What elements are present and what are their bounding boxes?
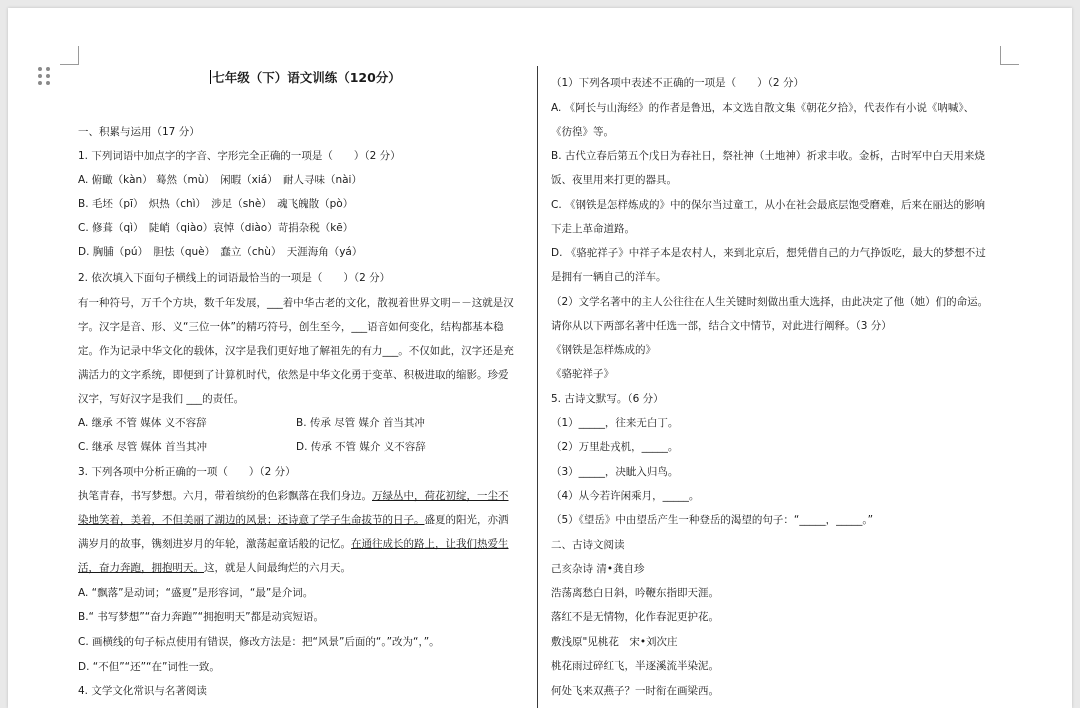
q4-1-line: 下走上革命道路。 xyxy=(551,223,635,235)
q1-option-b: B. 毛坯（pī） 炽热（chì） 涉足（shè） 魂飞魄散（pò） xyxy=(78,198,354,210)
q2-option-b: B. 传承 尽管 媒介 首当其冲 xyxy=(296,417,425,429)
q1-option-c: C. 修葺（qì） 陡峭（qiào）哀悼（diào）苛捐杂税（kē） xyxy=(78,222,354,234)
q3-passage-line: 执笔青春，书写梦想。六月，带着缤纷的色彩飘落在我们身边。万绿丛中，荷花初绽，一尘不 xyxy=(78,490,509,502)
q3-passage-line: 满岁月的故事，镌刻进岁月的年轮，激荡起童话般的记忆。在通往成长的路上，让我们热爱生 xyxy=(78,538,509,550)
q2-passage-line: 定。作为记录中华文化的载体，汉字是我们更好地了解祖先的有力___。不仅如此，汉字还是充 xyxy=(78,345,514,357)
q3-option-b: B.“ 书写梦想”“奋力奔跑”“拥抱明天”都是动宾短语。 xyxy=(78,611,325,623)
question-4-2: （2）文学名著中的主人公往往在人生关键时刻做出重大选择，由此决定了他（她）们的命运。 xyxy=(551,296,989,308)
q3-option-a: A. “飘落”是动词；“盛夏”是形容词，“最”是介词。 xyxy=(78,587,314,599)
document-page xyxy=(8,8,1072,708)
poem-line: 何处飞来双燕子？一时衔在画梁西。 xyxy=(551,685,719,697)
q5-item: （1）_____，往来无白丁。 xyxy=(551,417,679,429)
underlined-sentence: 活，奋力奔跑，拥抱明天。 xyxy=(78,562,204,574)
q4-1-line: B. 古代立春后第五个戊日为春社日，祭社神（土地神）祈求丰收。金柝，古时军中白天用来烧 xyxy=(551,150,985,162)
q4-1-line: 是拥有一辆自己的洋车。 xyxy=(551,271,667,283)
q4-1-line: 《彷徨》等。 xyxy=(551,126,614,138)
crop-mark-top-left xyxy=(60,46,79,65)
poem-title: 敷浅原"见桃花 宋•刘次庄 xyxy=(551,636,678,648)
q2-passage-line: 汉字，写好汉字是我们 ___的责任。 xyxy=(78,393,245,405)
drag-handle-icon[interactable] xyxy=(38,67,52,85)
question-1: 1. 下列词语中加点字的字音、字形完全正确的一项是（ ）（2 分） xyxy=(78,150,401,162)
q5-item: （2）万里赴戎机，_____。 xyxy=(551,441,679,453)
q2-option-c: C. 继承 尽管 媒体 首当其冲 xyxy=(78,441,208,453)
q2-option-d: D. 传承 不管 媒介 义不容辞 xyxy=(296,441,426,453)
poem-line: 浩荡离愁白日斜，吟鞭东指即天涯。 xyxy=(551,587,719,599)
question-4-1: （1）下列各项中表述不正确的一项是（ ）（2 分） xyxy=(551,77,804,89)
poem-title: 己亥杂诗 清•龚自珍 xyxy=(551,563,645,575)
underlined-sentence: 万绿丛中，荷花初绽，一尘不 xyxy=(372,490,509,502)
q5-item: （4）从今若许闲乘月，_____。 xyxy=(551,490,700,502)
q5-item: （5）《望岳》中由望岳产生一种登岳的渴望的句子：“_____，_____。” xyxy=(551,514,874,526)
q5-item: （3）_____，决眦入归鸟。 xyxy=(551,466,679,478)
book-title: 《骆驼祥子》 xyxy=(551,368,614,380)
q4-1-line: A. 《阿长与山海经》的作者是鲁迅，本文选自散文集《朝花夕拾》，代表作有小说《呐喊》、 xyxy=(551,102,975,114)
poem-line: 落红不是无情物，化作春泥更护花。 xyxy=(551,611,719,623)
q3-option-c: C. 画横线的句子标点使用有错误，修改方法是：把“风景”后面的“。”改为“，”。 xyxy=(78,636,440,648)
underlined-sentence: 染地笑着，美着，不但美丽了湖边的风景；还诗意了学子生命拔节的日子。 xyxy=(78,514,425,526)
q4-1-line: D. 《骆驼祥子》中祥子本是农村人，来到北京后，想凭借自己的力气挣饭吃，最大的梦想不过 xyxy=(551,247,986,259)
q1-option-d: D. 胸脯（pú） 胆怯（què） 蠢立（chù） 天涯海角（yá） xyxy=(78,246,363,258)
question-5: 5. 古诗文默写。（6 分） xyxy=(551,393,664,405)
q4-1-line: 饭、夜里用来打更的器具。 xyxy=(551,174,677,186)
q1-option-a: A. 俯瞰（kàn） 蓦然（mù） 闲暇（xiá） 耐人寻味（nài） xyxy=(78,174,362,186)
crop-mark-top-right xyxy=(1000,46,1019,65)
book-title: 《钢铁是怎样炼成的》 xyxy=(551,344,656,356)
q3-option-d: D. “不但”“还”“在”词性一致。 xyxy=(78,661,220,673)
section-heading: 一、积累与运用（17 分） xyxy=(78,126,200,138)
question-4: 4. 文学文化常识与名著阅读 xyxy=(78,685,207,697)
underlined-sentence: 在通往成长的路上，让我们热爱生 xyxy=(351,538,509,550)
question-3: 3. 下列各项中分析正确的一项（ ）（2 分） xyxy=(78,466,296,478)
q2-passage-line: 满活力的文字系统，即便到了计算机时代，依然是中华文化勇于变革、积极进取的缩影。珍爱 xyxy=(78,369,509,381)
q2-passage-line: 有一种符号，万千个方块，数千年发展，___着中华古老的文化，散视着世界文明－－这就是汉 xyxy=(78,297,514,309)
question-4-2: 请你从以下两部名著中任选一部，结合文中情节，对此进行阐释。（3 分） xyxy=(551,320,892,332)
page-title[interactable]: 七年级（下）语文训练（120分） xyxy=(212,70,401,85)
q2-options-row xyxy=(78,441,533,454)
question-2: 2. 依次填入下面句子横线上的词语最恰当的一项是（ ）（2 分） xyxy=(78,272,391,284)
q2-options-row xyxy=(78,417,533,430)
q4-1-line: C. 《钢铁是怎样炼成的》中的保尔当过童工，从小在社会最底层饱受磨难，后来在丽达的影响 xyxy=(551,199,986,211)
q3-passage-line: 染地笑着，美着，不但美丽了湖边的风景；还诗意了学子生命拔节的日子。盛夏的阳光，亦洒 xyxy=(78,514,509,526)
poem-line: 桃花雨过碎红飞，半逐溪流半染泥。 xyxy=(551,660,719,672)
q2-passage-line: 字。汉字是音、形、义“三位一体”的精巧符号，创生至今，___语音如何变化，结构都基本稳 xyxy=(78,321,504,333)
column-divider xyxy=(537,66,538,708)
q3-passage-line: 活，奋力奔跑，拥抱明天。这，就是人间最绚烂的六月天。 xyxy=(78,562,351,574)
section-heading: 二、古诗文阅读 xyxy=(551,539,625,551)
q2-option-a: A. 继承 不管 媒体 义不容辞 xyxy=(78,417,207,429)
